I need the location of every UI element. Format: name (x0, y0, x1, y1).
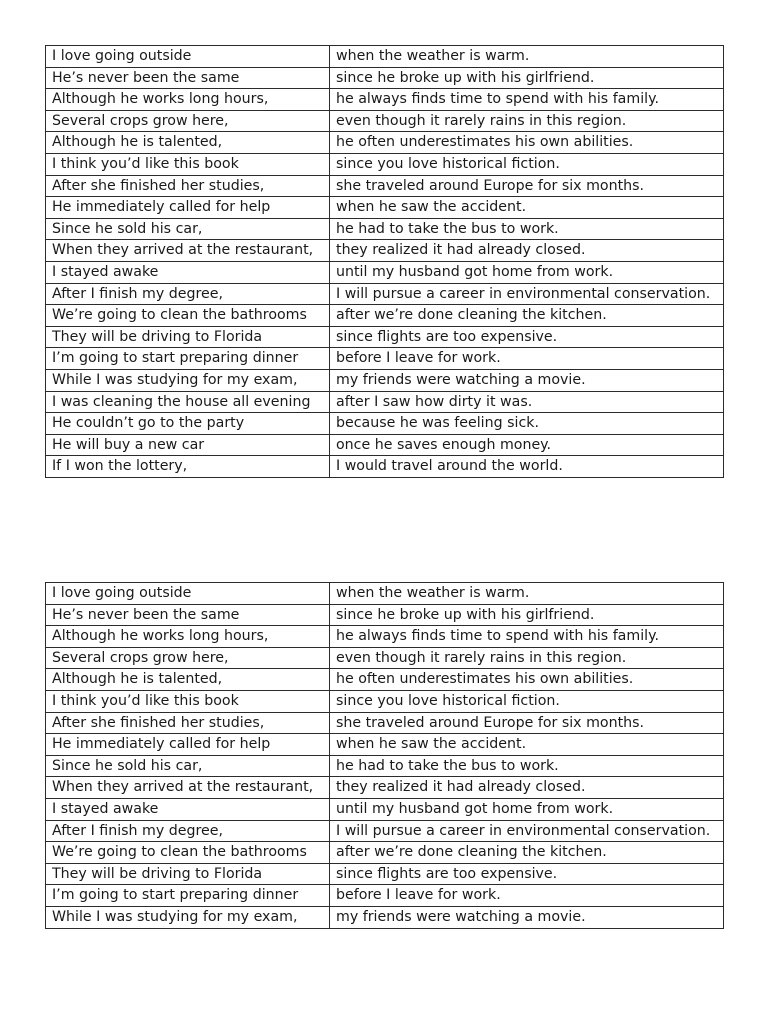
clause-start-cell: Although he works long hours, (46, 626, 330, 648)
clause-start-cell: He will buy a new car (46, 434, 330, 456)
clause-start-cell: Although he works long hours, (46, 89, 330, 111)
table-row (46, 690, 724, 712)
clause-start-cell: I’m going to start preparing dinner (46, 885, 330, 907)
clause-end-cell: after we’re done cleaning the kitchen. (330, 305, 724, 327)
clause-start-cell: While I was studying for my exam, (46, 369, 330, 391)
clause-end-cell: he had to take the bus to work. (330, 755, 724, 777)
clause-start-cell: Since he sold his car, (46, 218, 330, 240)
clause-start-cell: Although he is talented, (46, 669, 330, 691)
clause-start-cell: Although he is talented, (46, 132, 330, 154)
clause-start-cell: We’re going to clean the bathrooms (46, 842, 330, 864)
clause-end-cell: he always finds time to spend with his family. (330, 626, 724, 648)
clause-end-cell: until my husband got home from work. (330, 798, 724, 820)
sentence-pairs-table-bottom (45, 582, 724, 929)
clause-start-cell: I was cleaning the house all evening (46, 391, 330, 413)
clause-start-cell: He’s never been the same (46, 67, 330, 89)
clause-start-cell: When they arrived at the restaurant, (46, 777, 330, 799)
table-row (46, 456, 724, 478)
table-row (46, 434, 724, 456)
table-row (46, 240, 724, 262)
clause-start-cell: After I finish my degree, (46, 820, 330, 842)
table-row (46, 798, 724, 820)
table-row (46, 820, 724, 842)
clause-end-cell: because he was feeling sick. (330, 413, 724, 435)
table-row (46, 604, 724, 626)
clause-start-cell: If I won the lottery, (46, 456, 330, 478)
clause-start-cell: They will be driving to Florida (46, 326, 330, 348)
clause-end-cell: I will pursue a career in environmental conservation. (330, 820, 724, 842)
table-row (46, 153, 724, 175)
clause-end-cell: before I leave for work. (330, 885, 724, 907)
table-row (46, 348, 724, 370)
clause-start-cell: I love going outside (46, 46, 330, 68)
table-row (46, 326, 724, 348)
table-row (46, 110, 724, 132)
table-row (46, 197, 724, 219)
table-row (46, 712, 724, 734)
clause-start-cell: Since he sold his car, (46, 755, 330, 777)
clause-start-cell: I stayed awake (46, 261, 330, 283)
table-row (46, 583, 724, 605)
table-row (46, 626, 724, 648)
clause-start-cell: I stayed awake (46, 798, 330, 820)
clause-start-cell: He couldn’t go to the party (46, 413, 330, 435)
clause-start-cell: He immediately called for help (46, 197, 330, 219)
clause-end-cell: since you love historical fiction. (330, 153, 724, 175)
table-row (46, 89, 724, 111)
clause-start-cell: After she finished her studies, (46, 175, 330, 197)
clause-start-cell: They will be driving to Florida (46, 863, 330, 885)
clause-end-cell: when the weather is warm. (330, 46, 724, 68)
clause-start-cell: I think you’d like this book (46, 153, 330, 175)
table-row (46, 391, 724, 413)
clause-end-cell: when he saw the accident. (330, 197, 724, 219)
clause-end-cell: since flights are too expensive. (330, 863, 724, 885)
clause-end-cell: after I saw how dirty it was. (330, 391, 724, 413)
table-row (46, 669, 724, 691)
clause-end-cell: she traveled around Europe for six months. (330, 175, 724, 197)
sentence-pairs-table-top (45, 45, 724, 478)
clause-start-cell: I think you’d like this book (46, 690, 330, 712)
clause-end-cell: once he saves enough money. (330, 434, 724, 456)
clause-end-cell: my friends were watching a movie. (330, 369, 724, 391)
clause-end-cell: he always finds time to spend with his family. (330, 89, 724, 111)
clause-end-cell: when the weather is warm. (330, 583, 724, 605)
clause-start-cell: I’m going to start preparing dinner (46, 348, 330, 370)
table-row (46, 369, 724, 391)
clause-start-cell: He immediately called for help (46, 734, 330, 756)
clause-start-cell: I love going outside (46, 583, 330, 605)
table-row (46, 218, 724, 240)
table-row (46, 132, 724, 154)
clause-start-cell: Several crops grow here, (46, 110, 330, 132)
clause-end-cell: even though it rarely rains in this region. (330, 110, 724, 132)
clause-end-cell: since you love historical fiction. (330, 690, 724, 712)
clause-start-cell: Several crops grow here, (46, 647, 330, 669)
table-row (46, 885, 724, 907)
table-row (46, 67, 724, 89)
clause-end-cell: he often underestimates his own abilities. (330, 132, 724, 154)
table-row (46, 647, 724, 669)
clause-start-cell: After she finished her studies, (46, 712, 330, 734)
clause-end-cell: before I leave for work. (330, 348, 724, 370)
table-row (46, 863, 724, 885)
clause-end-cell: when he saw the accident. (330, 734, 724, 756)
clause-end-cell: until my husband got home from work. (330, 261, 724, 283)
clause-end-cell: I would travel around the world. (330, 456, 724, 478)
clause-end-cell: my friends were watching a movie. (330, 906, 724, 928)
table-row (46, 906, 724, 928)
clause-start-cell: When they arrived at the restaurant, (46, 240, 330, 262)
clause-end-cell: he had to take the bus to work. (330, 218, 724, 240)
clause-end-cell: even though it rarely rains in this region. (330, 647, 724, 669)
table-row (46, 413, 724, 435)
clause-end-cell: after we’re done cleaning the kitchen. (330, 842, 724, 864)
clause-end-cell: since he broke up with his girlfriend. (330, 604, 724, 626)
table-row (46, 734, 724, 756)
table-row (46, 755, 724, 777)
table-row (46, 283, 724, 305)
table-row (46, 842, 724, 864)
table-row (46, 305, 724, 327)
clause-start-cell: After I finish my degree, (46, 283, 330, 305)
table-row (46, 777, 724, 799)
clause-start-cell: He’s never been the same (46, 604, 330, 626)
clause-end-cell: she traveled around Europe for six months. (330, 712, 724, 734)
clause-start-cell: We’re going to clean the bathrooms (46, 305, 330, 327)
clause-start-cell: While I was studying for my exam, (46, 906, 330, 928)
clause-end-cell: since flights are too expensive. (330, 326, 724, 348)
table-row (46, 261, 724, 283)
clause-end-cell: they realized it had already closed. (330, 777, 724, 799)
clause-end-cell: I will pursue a career in environmental conservation. (330, 283, 724, 305)
table-row (46, 175, 724, 197)
table-row (46, 46, 724, 68)
clause-end-cell: they realized it had already closed. (330, 240, 724, 262)
clause-end-cell: since he broke up with his girlfriend. (330, 67, 724, 89)
clause-end-cell: he often underestimates his own abilities. (330, 669, 724, 691)
